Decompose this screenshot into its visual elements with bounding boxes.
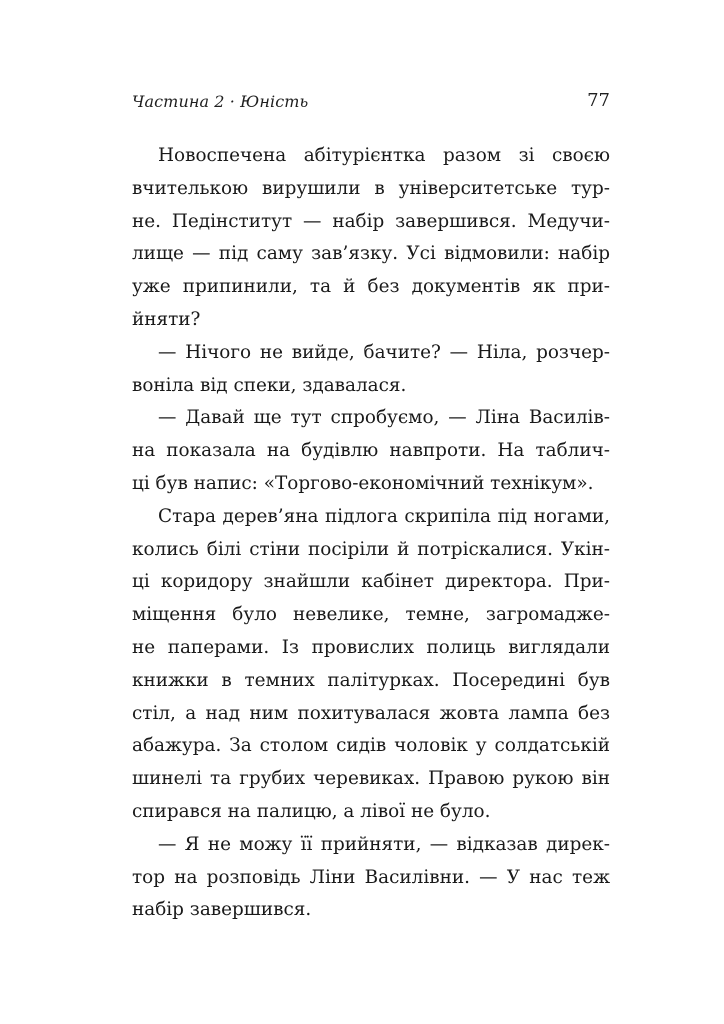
text-line: набір завершився. [132, 899, 312, 921]
text-line: уже припинили, та й без документів як при- [132, 276, 610, 298]
text-line: йняти? [132, 308, 201, 330]
text-line: міщення було невелике, темне, загромадже- [132, 604, 610, 626]
text-line: колись білі стіни посіріли й потріскалися. Укін- [132, 538, 610, 560]
text-line: спирався на палицю, а лівої не було. [132, 800, 491, 822]
paragraph [132, 140, 610, 337]
text-line: на показала на будівлю навпроти. На таблич- [132, 440, 610, 462]
paragraph [132, 402, 610, 500]
text-line: не. Педінститут — набір завершився. Медучи- [132, 210, 610, 232]
text-line: ці був напис: «Торгово-економічний технікум». [132, 472, 594, 494]
text-line: Новоспечена абітурієнтка разом зі своєю [158, 145, 610, 166]
text-line: не паперами. Із провислих полиць виглядали [132, 636, 610, 658]
text-line: книжки в темних палітурках. Посередині був [132, 669, 610, 691]
text-line: лище — під саму зав’язку. Усі відмовили: набір [132, 243, 610, 265]
text-line: шинелі та грубих черевиках. Правою рукою він [132, 768, 610, 790]
paragraph [132, 501, 610, 829]
text-line: воніла від спеки, здавалася. [132, 374, 407, 396]
paragraph [132, 829, 610, 927]
text-line: — Давай ще тут спробуємо, — Ліна Василів- [158, 407, 610, 429]
text-line: стіл, а над ним похитувалася жовта лампа без [132, 702, 610, 724]
page-number: 77 [587, 90, 610, 111]
running-head: Частина 2 · Юність [132, 92, 309, 111]
text-line: вчителькою вирушили в університетське тур- [132, 177, 610, 199]
text-line: Стара дерев’яна підлога скрипіла під ногами, [158, 505, 610, 527]
text-line: — Я не можу її прийняти, — відказав дирек- [158, 833, 610, 855]
text-line: тор на розповідь Ліни Василівни. — У нас теж [132, 866, 610, 888]
text-line: — Нічого не вийде, бачите? — Ніла, розчер- [158, 341, 610, 363]
text-line: ці коридору знайшли кабінет директора. При- [132, 571, 610, 593]
text-line: абажура. За столом сидів чоловік у солдатській [132, 735, 610, 757]
body-text [132, 140, 610, 927]
paragraph [132, 337, 610, 403]
